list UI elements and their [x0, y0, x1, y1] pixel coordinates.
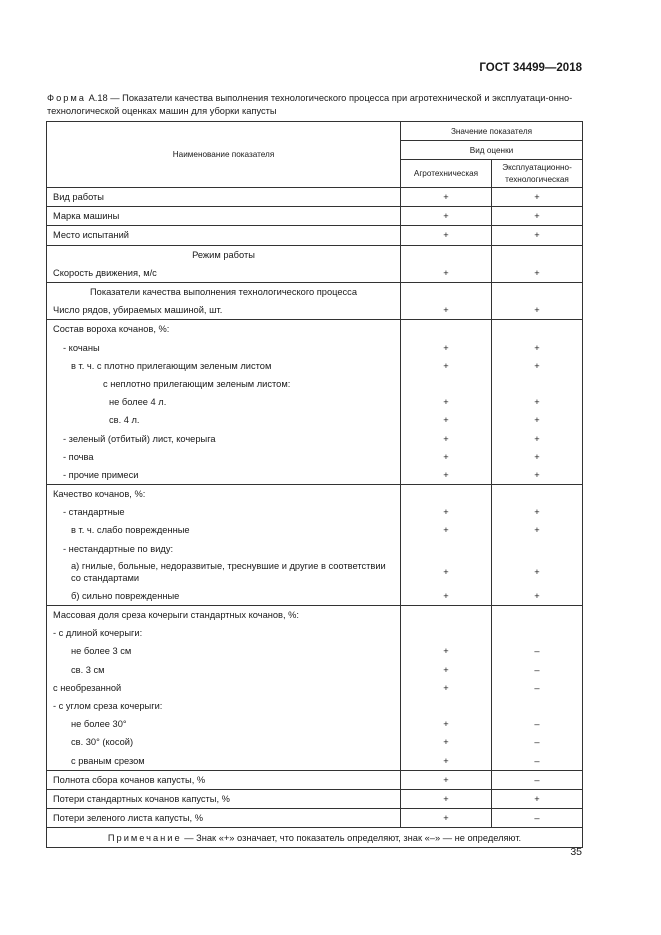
row-agro	[401, 697, 492, 715]
row-agro: +	[401, 789, 492, 808]
row-agro: +	[401, 809, 492, 828]
table-row	[47, 733, 583, 751]
table-row	[47, 207, 583, 226]
row-name: - стандартные	[47, 503, 401, 521]
note-word: Примечание	[107, 832, 182, 843]
row-name: Марка машины	[47, 207, 401, 226]
row-expl	[492, 540, 583, 558]
row-agro: +	[401, 393, 492, 411]
row-agro: +	[401, 264, 492, 283]
row-agro	[401, 605, 492, 624]
row-expl: –	[492, 770, 583, 789]
row-agro	[401, 375, 492, 393]
row-name: - прочие примеси	[47, 466, 401, 485]
row-name: - с длиной кочерыги:	[47, 624, 401, 642]
table-row	[47, 485, 583, 504]
table-row	[47, 188, 583, 207]
row-agro: +	[401, 207, 492, 226]
table-row	[47, 320, 583, 339]
table-row	[47, 642, 583, 660]
row-agro: +	[401, 188, 492, 207]
row-expl	[492, 320, 583, 339]
row-agro: +	[401, 558, 492, 587]
table-row	[47, 466, 583, 485]
row-expl	[492, 282, 583, 301]
row-agro	[401, 624, 492, 642]
row-name: не более 3 см	[47, 642, 401, 660]
row-name: Потери зеленого листа капусты, %	[47, 809, 401, 828]
row-name: с необрезанной	[47, 679, 401, 697]
row-name: - зеленый (отбитый) лист, кочерыга	[47, 429, 401, 447]
row-name: в т. ч. слабо поврежденные	[47, 521, 401, 539]
table-row	[47, 429, 583, 447]
row-agro: +	[401, 770, 492, 789]
table-row	[47, 751, 583, 770]
table-row	[47, 521, 583, 539]
row-agro	[401, 282, 492, 301]
row-agro	[401, 485, 492, 504]
row-agro: +	[401, 642, 492, 660]
table-row	[47, 503, 583, 521]
row-agro: +	[401, 429, 492, 447]
row-name: б) сильно поврежденные	[47, 587, 401, 606]
row-expl: +	[492, 357, 583, 375]
row-expl: –	[492, 679, 583, 697]
table-row	[47, 226, 583, 245]
table-row	[47, 809, 583, 828]
row-expl: –	[492, 751, 583, 770]
table-row	[47, 375, 583, 393]
row-expl	[492, 245, 583, 264]
row-agro: +	[401, 503, 492, 521]
row-expl: +	[492, 503, 583, 521]
form-caption	[47, 92, 587, 118]
row-agro	[401, 320, 492, 339]
row-name: св. 3 см	[47, 661, 401, 679]
row-name: Режим работы	[47, 245, 401, 264]
row-agro: +	[401, 679, 492, 697]
row-agro: +	[401, 733, 492, 751]
row-name: св. 4 л.	[47, 411, 401, 429]
row-expl: +	[492, 558, 583, 587]
row-agro: +	[401, 357, 492, 375]
row-expl: –	[492, 809, 583, 828]
row-name: а) гнилые, больные, недоразвитые, треснувшие и другие в соответствии со стандартами	[47, 558, 401, 587]
row-name: с неплотно прилегающим зеленым листом:	[47, 375, 401, 393]
table-row	[47, 558, 583, 587]
table-row	[47, 301, 583, 320]
row-expl: +	[492, 411, 583, 429]
row-name: не более 30°	[47, 715, 401, 733]
table-row	[47, 245, 583, 264]
row-agro: +	[401, 226, 492, 245]
table-row	[47, 393, 583, 411]
row-name: с рваным срезом	[47, 751, 401, 770]
row-expl: +	[492, 226, 583, 245]
row-name: Скорость движения, м/с	[47, 264, 401, 283]
page-number: 35	[570, 846, 582, 858]
note-text: — Знак «+» означает, что показатель определяют, знак «–» — не определяют.	[181, 832, 522, 843]
row-name: Число рядов, убираемых машиной, шт.	[47, 301, 401, 320]
table-row	[47, 679, 583, 697]
row-name: св. 30° (косой)	[47, 733, 401, 751]
row-agro: +	[401, 751, 492, 770]
row-agro	[401, 540, 492, 558]
table-row	[47, 587, 583, 606]
table-row	[47, 697, 583, 715]
row-name: в т. ч. с плотно прилегающим зеленым листом	[47, 357, 401, 375]
table-note-row	[47, 828, 583, 848]
row-name: Показатели качества выполнения технологического процесса	[47, 282, 401, 301]
column-header-type: Вид оценки	[401, 141, 583, 160]
form-title: — Показатели качества выполнения технологического процесса при агротехнической и эксплуатаци-онно-технологической оценках машин для уборки капусты	[47, 93, 573, 116]
row-expl: –	[492, 642, 583, 660]
row-expl: +	[492, 188, 583, 207]
table-row	[47, 411, 583, 429]
row-name: - кочаны	[47, 339, 401, 357]
row-expl: +	[492, 587, 583, 606]
row-agro	[401, 245, 492, 264]
indicators-table	[46, 121, 583, 848]
row-name: Место испытаний	[47, 226, 401, 245]
row-expl	[492, 697, 583, 715]
table-row	[47, 605, 583, 624]
row-expl: +	[492, 393, 583, 411]
column-header-expl: Эксплуатационно-технологическая	[492, 160, 583, 188]
row-name: Массовая доля среза кочерыги стандартных кочанов, %:	[47, 605, 401, 624]
row-name: - нестандартные по виду:	[47, 540, 401, 558]
row-name: - с углом среза кочерыги:	[47, 697, 401, 715]
form-number: А.18	[85, 93, 108, 103]
row-name: - почва	[47, 448, 401, 466]
row-name: Состав вороха кочанов, %:	[47, 320, 401, 339]
table-row	[47, 357, 583, 375]
table-row	[47, 661, 583, 679]
row-expl	[492, 605, 583, 624]
table-row	[47, 448, 583, 466]
form-word: Форма	[47, 93, 86, 103]
table-row	[47, 789, 583, 808]
table-row	[47, 339, 583, 357]
row-agro: +	[401, 466, 492, 485]
row-agro: +	[401, 715, 492, 733]
row-expl: +	[492, 429, 583, 447]
row-agro: +	[401, 587, 492, 606]
row-name: не более 4 л.	[47, 393, 401, 411]
row-expl	[492, 624, 583, 642]
row-expl: +	[492, 339, 583, 357]
row-agro: +	[401, 411, 492, 429]
row-name: Полнота сбора кочанов капусты, %	[47, 770, 401, 789]
row-expl: +	[492, 301, 583, 320]
row-agro: +	[401, 521, 492, 539]
row-expl: +	[492, 521, 583, 539]
row-expl: –	[492, 661, 583, 679]
row-agro: +	[401, 339, 492, 357]
table-row	[47, 624, 583, 642]
row-name: Качество кочанов, %:	[47, 485, 401, 504]
table-row	[47, 715, 583, 733]
row-name: Потери стандартных кочанов капусты, %	[47, 789, 401, 808]
row-agro: +	[401, 448, 492, 466]
row-expl: +	[492, 448, 583, 466]
row-expl: –	[492, 733, 583, 751]
column-header-value: Значение показателя	[401, 122, 583, 141]
table-row	[47, 282, 583, 301]
column-header-agro: Агротехническая	[401, 160, 492, 188]
table-row	[47, 540, 583, 558]
column-header-name: Наименование показателя	[47, 122, 401, 188]
row-expl: +	[492, 264, 583, 283]
table-row	[47, 770, 583, 789]
row-agro: +	[401, 661, 492, 679]
row-expl	[492, 375, 583, 393]
table-row	[47, 264, 583, 283]
standard-number: ГОСТ 34499—2018	[479, 62, 582, 74]
row-expl: –	[492, 715, 583, 733]
row-name: Вид работы	[47, 188, 401, 207]
row-expl: +	[492, 207, 583, 226]
row-expl: +	[492, 789, 583, 808]
table-note	[47, 828, 583, 848]
row-expl	[492, 485, 583, 504]
row-expl: +	[492, 466, 583, 485]
row-agro: +	[401, 301, 492, 320]
